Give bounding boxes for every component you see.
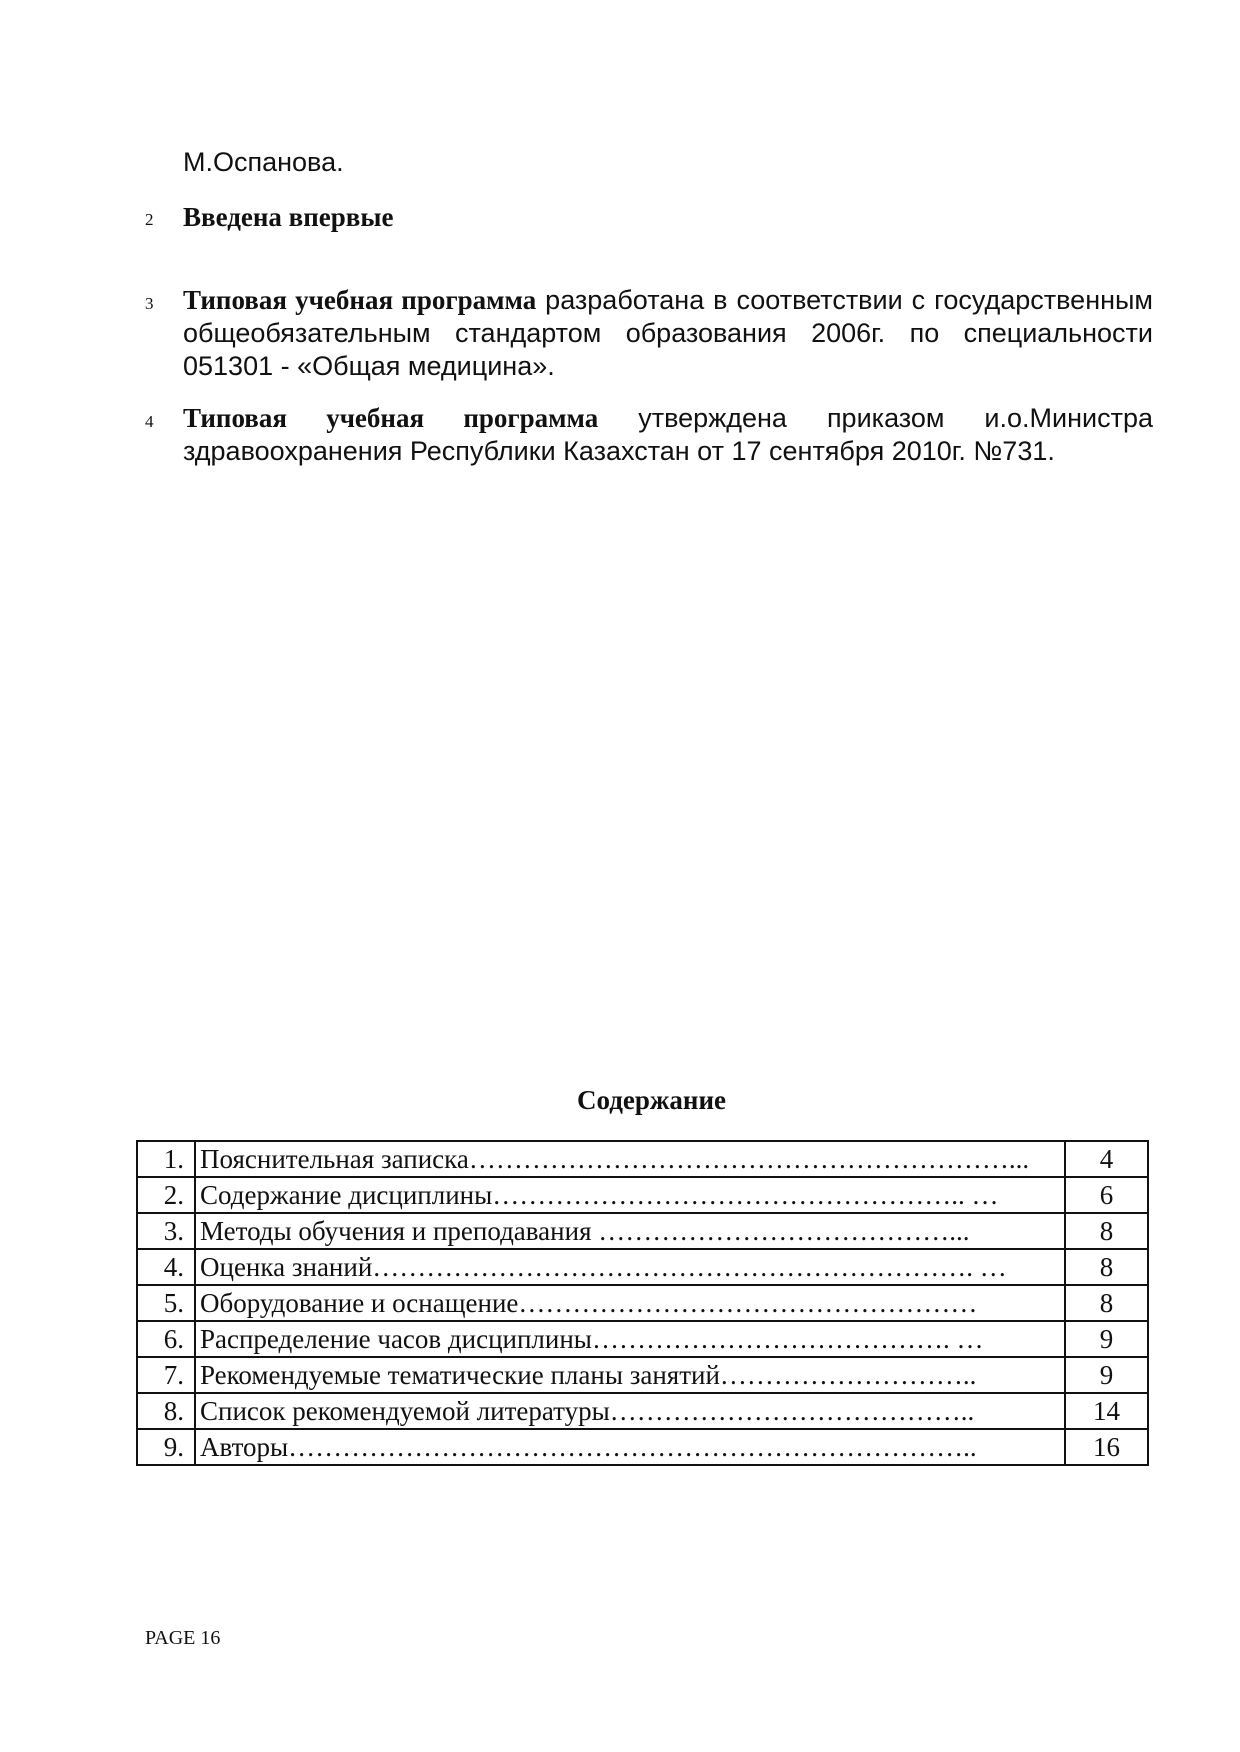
toc-row-title: Методы обучения и преподавания …………………………………... [195,1213,1065,1249]
toc-row-title: Список рекомендуемой литературы………………………………….. [195,1393,1065,1429]
toc-row-page: 8 [1065,1213,1148,1249]
item-number: 3 [145,294,154,313]
item-approved [183,402,1153,468]
toc-row-page: 16 [1065,1429,1148,1465]
table-row [137,1285,1148,1321]
item-introduced [183,201,1153,234]
toc-row-title: Рекомендуемые тематические планы занятий……………………….. [195,1357,1065,1393]
table-row [137,1213,1148,1249]
toc-row-number: 1. [137,1141,195,1177]
author-line-text: М.Оспанова. [183,147,344,177]
table-row [137,1429,1148,1465]
item-text: разработана в соответствии с государственным общеобязательным стандартом образования 2006г. по специальности 051301 - «Общая медицина». [183,285,1153,381]
toc-row-page: 9 [1065,1357,1148,1393]
toc-row-number: 8. [137,1393,195,1429]
toc-table [136,1140,1149,1466]
item-number: 2 [145,210,154,229]
toc-row-number: 9. [137,1429,195,1465]
toc-row-title: Содержание дисциплины…………………………………………….. … [195,1177,1065,1213]
table-row [137,1393,1148,1429]
item-bold-text: Введена впервые [183,202,394,232]
table-row [137,1321,1148,1357]
item-bold-text: Типовая учебная программа [183,403,599,433]
toc-row-number: 4. [137,1249,195,1285]
table-row [137,1177,1148,1213]
toc-row-number: 5. [137,1285,195,1321]
toc-row-title: Пояснительная записка……………………………………………………... [195,1141,1065,1177]
toc-title: Содержание [576,1085,727,1115]
toc-row-page: 8 [1065,1249,1148,1285]
toc-row-page: 9 [1065,1321,1148,1357]
table-row [137,1357,1148,1393]
toc-row-title: Распределение часов дисциплины…………………………………. … [195,1321,1065,1357]
toc-row-number: 6. [137,1321,195,1357]
item-bold-text: Типовая учебная программа [183,285,537,315]
item-text: утверждена приказом и.о.Министра здравоохранения Республики Казахстан от 17 сентября 2010г. №731. [183,403,1153,466]
toc-row-title: Оборудование и оснащение…………………………………………… [195,1285,1065,1321]
table-row [137,1249,1148,1285]
author-line [183,146,1153,179]
toc-row-page: 6 [1065,1177,1148,1213]
toc-row-title: Оценка знаний…………………………………………………………. … [195,1249,1065,1285]
toc-row-page: 14 [1065,1393,1148,1429]
toc-row-number: 2. [137,1177,195,1213]
item-developed [183,284,1153,383]
toc-row-page: 4 [1065,1141,1148,1177]
page-footer: PAGE 16 [145,1627,221,1649]
toc-row-number: 3. [137,1213,195,1249]
table-row [137,1141,1148,1177]
toc-row-title: Авторы………………………………………………………………….. [195,1429,1065,1465]
toc-row-page: 8 [1065,1285,1148,1321]
item-number: 4 [145,412,154,431]
toc-row-number: 7. [137,1357,195,1393]
